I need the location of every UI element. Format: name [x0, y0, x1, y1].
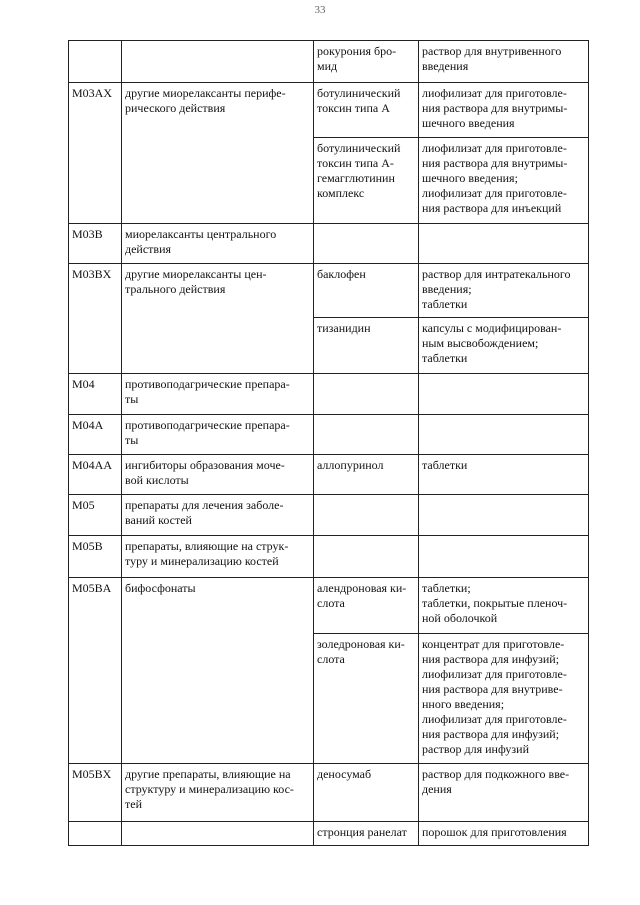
drug-cell: [314, 415, 419, 455]
form-text-line: таблетки, покрытые пленоч-: [422, 596, 568, 610]
code-cell: [69, 822, 122, 846]
form-text-line: ния раствора для внутримы-: [422, 156, 568, 170]
group-cell: [122, 264, 314, 374]
form-text-line: ной оболочкой: [422, 611, 498, 625]
group-text-line: препараты для лечения заболе-: [125, 498, 284, 512]
table-row: [69, 83, 589, 138]
form-cell: [419, 634, 589, 764]
drug-text-line: гемагглютинин: [317, 171, 395, 185]
drug-text-line: тизанидин: [317, 321, 371, 335]
drug-cell: [314, 224, 419, 264]
table-row: [69, 264, 589, 318]
group-cell: [122, 374, 314, 415]
form-cell: [419, 578, 589, 634]
table-row: [69, 822, 589, 846]
group-text-line: другие миорелаксанты перифе-: [125, 86, 286, 100]
form-text-line: таблетки: [422, 458, 468, 472]
drug-text-line: комплекс: [317, 186, 365, 200]
group-text-line: трального действия: [125, 282, 226, 296]
table-row: [69, 536, 589, 578]
code-cell: M04: [69, 374, 122, 415]
form-cell: [419, 764, 589, 822]
drug-text-line: золедроновая ки-: [317, 637, 405, 651]
form-text-line: ния раствора для внутримы-: [422, 101, 568, 115]
drug-cell: [314, 536, 419, 578]
form-cell: [419, 495, 589, 536]
table-row: [69, 495, 589, 536]
form-text-line: таблетки: [422, 351, 468, 365]
code-cell: M04AA: [69, 455, 122, 495]
form-text-line: раствор для внутривенного: [422, 44, 562, 58]
group-cell: [122, 224, 314, 264]
group-cell: [122, 83, 314, 224]
drug-cell: [314, 634, 419, 764]
group-cell: [122, 764, 314, 822]
drug-cell: [314, 764, 419, 822]
form-text-line: капсулы с модифицирован-: [422, 321, 562, 335]
form-text-line: лиофилизат для приготовле-: [422, 86, 567, 100]
group-text-line: туру и минерализацию костей: [125, 554, 279, 568]
form-text-line: шечного введения: [422, 116, 515, 130]
group-cell: [122, 495, 314, 536]
group-cell: [122, 455, 314, 495]
drug-text-line: ботулинический: [317, 86, 401, 100]
drug-text-line: алендроновая ки-: [317, 581, 407, 595]
form-text-line: шечного введения;: [422, 171, 518, 185]
form-text-line: ния раствора для инъекций: [422, 201, 562, 215]
table-row: [69, 224, 589, 264]
form-cell: [419, 822, 589, 846]
form-cell: [419, 41, 589, 83]
form-text-line: введения;: [422, 282, 472, 296]
group-text-line: ты: [125, 392, 139, 406]
form-cell: [419, 415, 589, 455]
form-text-line: лиофилизат для приготовле-: [422, 667, 567, 681]
table-row: [69, 41, 589, 83]
table-row: [69, 578, 589, 634]
form-text-line: раствор для подкожного вве-: [422, 767, 570, 781]
group-text-line: бифосфонаты: [125, 581, 196, 595]
form-text-line: нного введения;: [422, 697, 505, 711]
drug-cell: [314, 578, 419, 634]
form-text-line: лиофилизат для приготовле-: [422, 186, 567, 200]
form-text-line: ния раствора для инфузий;: [422, 652, 560, 666]
group-text-line: другие миорелаксанты цен-: [125, 267, 267, 281]
drug-text-line: слота: [317, 652, 345, 666]
group-cell: [122, 415, 314, 455]
form-cell: [419, 318, 589, 374]
drug-text-line: деносумаб: [317, 767, 372, 781]
code-cell: M05BA: [69, 578, 122, 764]
drug-text-line: стронция ранелат: [317, 825, 407, 839]
code-cell: M05: [69, 495, 122, 536]
group-text-line: рического действия: [125, 101, 226, 115]
form-text-line: дения: [422, 782, 452, 796]
form-text-line: введения: [422, 59, 469, 73]
form-cell: [419, 138, 589, 224]
form-text-line: таблетки: [422, 297, 468, 311]
form-cell: [419, 455, 589, 495]
code-cell: M04A: [69, 415, 122, 455]
group-cell: [122, 822, 314, 846]
drug-cell: [314, 822, 419, 846]
group-text-line: тей: [125, 797, 142, 811]
group-cell: [122, 41, 314, 83]
drug-text-line: мид: [317, 59, 338, 73]
table-row: [69, 415, 589, 455]
code-cell: [69, 41, 122, 83]
code-cell: M05BX: [69, 764, 122, 822]
drug-text-line: слота: [317, 596, 345, 610]
drug-cell: [314, 374, 419, 415]
medication-table: [68, 40, 589, 846]
form-text-line: таблетки;: [422, 581, 471, 595]
form-text-line: раствор для инфузий: [422, 742, 529, 756]
form-text-line: порошок для приготовления: [422, 825, 567, 839]
page-number: 33: [314, 4, 326, 16]
drug-cell: [314, 318, 419, 374]
drug-text-line: токсин типа А: [317, 101, 390, 115]
code-cell: M03AX: [69, 83, 122, 224]
table-row: [69, 764, 589, 822]
form-cell: [419, 374, 589, 415]
drug-text-line: ботулинический: [317, 141, 401, 155]
form-text-line: раствор для интратекального: [422, 267, 571, 281]
drug-text-line: рокурония бро-: [317, 44, 397, 58]
group-text-line: действия: [125, 242, 172, 256]
form-text-line: концентрат для приготовле-: [422, 637, 565, 651]
group-text-line: ваний костей: [125, 513, 192, 527]
form-text-line: ния раствора для внутриве-: [422, 682, 563, 696]
drug-cell: [314, 264, 419, 318]
form-cell: [419, 83, 589, 138]
drug-cell: [314, 455, 419, 495]
group-text-line: структуру и минерализацию кос-: [125, 782, 294, 796]
drug-text-line: токсин типа А-: [317, 156, 394, 170]
drug-cell: [314, 495, 419, 536]
group-text-line: препараты, влияющие на струк-: [125, 539, 289, 553]
group-text-line: миорелаксанты центрального: [125, 227, 277, 241]
form-text-line: лиофилизат для приготовле-: [422, 712, 567, 726]
group-text-line: ингибиторы образования моче-: [125, 458, 285, 472]
group-text-line: ты: [125, 433, 139, 447]
form-text-line: ния раствора для инфузий;: [422, 727, 560, 741]
form-text-line: ным высвобождением;: [422, 336, 539, 350]
drug-cell: [314, 41, 419, 83]
code-cell: M05B: [69, 536, 122, 578]
group-cell: [122, 536, 314, 578]
code-cell: M03BX: [69, 264, 122, 374]
drug-cell: [314, 83, 419, 138]
form-text-line: лиофилизат для приготовле-: [422, 141, 567, 155]
group-text-line: другие препараты, влияющие на: [125, 767, 291, 781]
group-text-line: противоподагрические препара-: [125, 377, 290, 391]
group-text-line: противоподагрические препара-: [125, 418, 290, 432]
table-row: [69, 374, 589, 415]
drug-cell: [314, 138, 419, 224]
code-cell: M03B: [69, 224, 122, 264]
drug-text-line: аллопуринол: [317, 458, 384, 472]
group-cell: [122, 578, 314, 764]
drug-text-line: баклофен: [317, 267, 366, 281]
form-cell: [419, 224, 589, 264]
table-row: [69, 455, 589, 495]
group-text-line: вой кислоты: [125, 473, 189, 487]
form-cell: [419, 536, 589, 578]
form-cell: [419, 264, 589, 318]
